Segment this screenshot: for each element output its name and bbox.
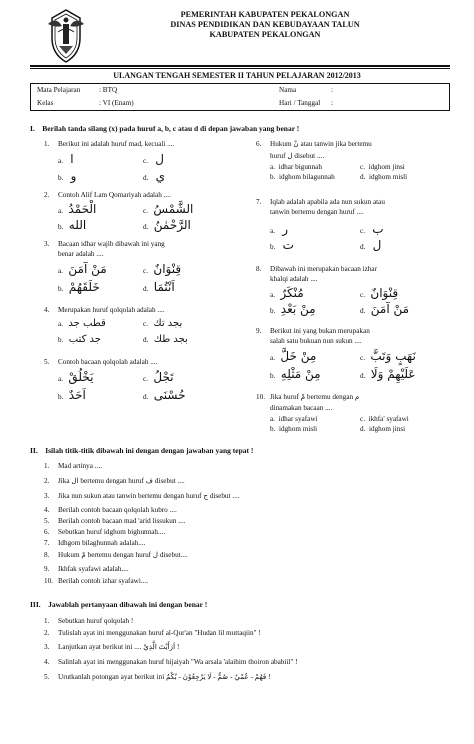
class-label: Kelas <box>37 99 54 107</box>
question-text: Berikut ini adalah huruf mad, kecuali .... <box>58 140 175 148</box>
letterhead-line-3: KABUPATEN PEKALONGAN <box>209 29 321 39</box>
section-1-instruction: Berilah tanda silang (x) pada huruf a, b, c atau d di depan jawaban yang benar ! <box>42 124 300 133</box>
item-text: Mad artinya .... <box>58 462 102 470</box>
question-9 <box>256 327 370 336</box>
question-number: 6. <box>256 140 262 148</box>
fill-item-9: 9. Ikhfak syafawi adalah.... <box>44 565 129 573</box>
option-10a[interactable]: a. idhar syafawi <box>270 415 318 423</box>
fill-item-8: 8. Hukum مْ bertemu dengan huruf ل disebut.... <box>44 551 188 559</box>
option-text: اَحَدٌ <box>68 388 86 402</box>
question-text: Bacaan idhar wajib dibawah ini yang <box>58 240 165 248</box>
regency-emblem-logo <box>44 8 88 64</box>
option-5b[interactable]: b. اَحَدٌ <box>58 388 86 402</box>
letterhead <box>100 10 430 40</box>
section-3-instruction: Jawablah pertanyaan dibawah ini dengan benar ! <box>48 600 208 609</box>
option-5a[interactable]: a. يَخْلُقْ <box>58 370 94 384</box>
question-5 <box>44 358 157 367</box>
item-text: Jika nun sukun atau tanwin bertemu dengan huruf ج disebut .... <box>58 492 240 500</box>
option-6b[interactable]: b. idghom bilagunnah <box>270 173 335 181</box>
fill-item-6: 6. Sebutkan huruf idghom bighunnah.... <box>44 528 166 536</box>
option-text: ل <box>155 152 164 166</box>
subject-label: Mata Pelajaran <box>37 86 81 94</box>
question-text: Dibawah ini merupakan bacaan izhar <box>270 265 377 273</box>
letterhead-line-1: PEMERINTAH KABUPATEN PEKALONGAN <box>180 10 350 19</box>
question-number: 5. <box>44 358 50 366</box>
option-7a[interactable]: a. ر <box>270 222 288 236</box>
option-4a[interactable]: a. قطب جد <box>58 318 106 329</box>
option-text: idghom jinsi <box>368 425 406 433</box>
fill-item-3: 3. Jika nun sukun atau tanwin bertemu dengan huruf ج disebut .... <box>44 492 240 500</box>
item-text: Berilah contoh bacaan qolqolah kubro .... <box>58 506 177 514</box>
item-text: Lanjutkan ayat berikut ini .... اَرَأَيْتَ الَّذِيْ ! <box>58 643 180 651</box>
option-text: مُنْكَرٌ <box>280 286 304 300</box>
question-2 <box>44 191 171 200</box>
header-rule-thin <box>30 68 450 69</box>
option-text: خَلَقَهُمْ <box>68 280 100 294</box>
option-text: بجد تك <box>153 318 183 329</box>
option-text: اَنْتُمَا <box>153 280 175 294</box>
question-number: 3. <box>44 240 50 248</box>
item-text: Hukum مْ bertemu dengan huruf ل disebut.... <box>58 551 188 559</box>
option-text: الْحَمْدُ <box>68 202 97 216</box>
option-2c[interactable]: c. الشَّمْسُ <box>143 202 194 216</box>
section-1-numeral: I. <box>30 124 35 133</box>
option-3b[interactable]: b. خَلَقَهُمْ <box>58 280 100 294</box>
exam-title: ULANGAN TENGAH SEMESTER II TAHUN PELAJARAN 2012/2013 <box>113 71 361 80</box>
option-text: idhar bigunnah <box>278 163 322 171</box>
section-1-heading <box>30 124 299 133</box>
item-text: Berilah contoh bacaan mad 'arid lissukun .... <box>58 517 186 525</box>
question-text: Hukum نْ atau tanwin jika bertemu <box>270 140 372 148</box>
question-number: 10. <box>256 393 265 401</box>
item-text: Idhgom bilaghunnah adalah.... <box>58 539 146 547</box>
option-text: idghom misli <box>278 425 318 433</box>
question-text: Contoh Alif Lam Qomariyah adalah .... <box>58 191 171 199</box>
option-text: قِنْوَانٌ <box>370 286 399 300</box>
question-8-cont: khalqi adalah .... <box>270 275 318 283</box>
option-8c[interactable]: c. قِنْوَانٌ <box>360 286 399 300</box>
section-3-numeral: III. <box>30 600 41 609</box>
option-4b[interactable]: b. جد كتب <box>58 334 101 345</box>
option-3d[interactable]: d. اَنْتُمَا <box>143 280 175 294</box>
question-10-cont: dinamakan bacaan .... <box>270 404 333 412</box>
option-text: عَلَيْهِمْ وَلَا <box>370 367 416 381</box>
item-text: Urutkanlah potongan ayat berikut ini فَهُمْ - عُمْيٌ - صُمٌّ - لَا يَرْجِعُوْنَ - بُكْمٌ ! <box>58 673 271 681</box>
date-label: Hari / Tanggal <box>279 99 321 107</box>
question-7-cont: tanwin bertemu dengan huruf .... <box>270 208 364 216</box>
question-number: 8. <box>256 265 262 273</box>
option-text: قِنْوَانٌ <box>153 262 182 276</box>
option-1b[interactable]: b. و <box>58 169 77 183</box>
name-label: Nama <box>279 86 297 94</box>
question-6-cont: huruf ل disebut .... <box>270 152 325 160</box>
question-number: 4. <box>44 306 50 314</box>
option-text: ل <box>372 238 382 252</box>
option-text: و <box>70 169 77 183</box>
option-4c[interactable]: c. بجد تك <box>143 318 183 329</box>
option-7b[interactable]: b. ت <box>270 238 294 252</box>
option-9c[interactable]: c. نَهَبٍ وَتَبَّ <box>360 349 416 363</box>
question-8 <box>256 265 377 274</box>
item-text: Berilah contoh izhar syafawi.... <box>58 577 149 585</box>
option-text: نَهَبٍ وَتَبَّ <box>370 349 416 363</box>
section-2-numeral: II. <box>30 446 38 455</box>
essay-item-1: 1. Sebutkan huruf qolqolah ! <box>44 617 134 625</box>
question-1 <box>44 140 174 149</box>
option-4d[interactable]: d. بجد طك <box>143 334 188 345</box>
option-text: مِنْ خَلَّ <box>280 349 317 363</box>
question-4 <box>44 306 165 315</box>
class-value: : VI (Enam) <box>99 99 134 107</box>
question-number: 7. <box>256 198 262 206</box>
option-text: مَنْ آمَنَ <box>68 262 107 276</box>
option-10c[interactable]: c. ikhfa' syafawi <box>360 415 409 423</box>
item-text: Jika ال bertemu dengan huruf ف disebut .... <box>58 477 185 485</box>
fill-item-2: 2. Jika ال bertemu dengan huruf ف disebut .... <box>44 477 185 485</box>
option-7d[interactable]: d. ل <box>360 238 382 252</box>
question-6 <box>256 140 372 149</box>
option-6a[interactable]: a. idhar bigunnah <box>270 163 322 171</box>
option-text: مِنْ بَعْدِ <box>280 302 316 316</box>
option-text: ب <box>372 222 384 236</box>
fill-item-7: 7. Idhgom bilaghunnah adalah.... <box>44 539 146 547</box>
essay-item-3: 3. Lanjutkan ayat berikut ini .... اَرَأَيْتَ الَّذِيْ ! <box>44 643 180 651</box>
option-1a[interactable]: a. ا <box>58 152 74 166</box>
option-5d[interactable]: d. حُسْنَى <box>143 388 186 402</box>
option-9b[interactable]: b. مِنْ مَثْلِهِ <box>270 367 321 381</box>
question-number: 1. <box>44 140 50 148</box>
question-7 <box>256 198 385 207</box>
subject-value: : BTQ <box>99 86 118 94</box>
student-info-box <box>30 83 450 111</box>
option-text: ي <box>155 169 165 183</box>
option-text: قطب جد <box>68 318 106 329</box>
option-text: ر <box>282 222 288 236</box>
option-8b[interactable]: b. مِنْ بَعْدِ <box>270 302 316 316</box>
option-text: idhar syafawi <box>278 415 318 423</box>
option-10d[interactable]: d. idghom jinsi <box>360 425 406 433</box>
option-1d[interactable]: d. ي <box>143 169 165 183</box>
letterhead-line-2: DINAS PENDIDIKAN DAN KEBUDAYAAN TALUN <box>170 19 360 29</box>
item-text: Ikhfak syafawi adalah.... <box>58 565 129 573</box>
option-9a[interactable]: a. مِنْ خَلَّ <box>270 349 317 363</box>
section-2-heading <box>30 446 253 455</box>
option-text: idghom jinsi <box>368 163 405 171</box>
item-text: Tulislah ayat ini menggunakan huruf al-Qur'an "Hudan lil muttaqiin" ! <box>58 629 261 637</box>
option-text: الشَّمْسُ <box>153 202 194 216</box>
option-text: ikhfa' syafawi <box>368 415 409 423</box>
option-text: الله <box>68 218 87 232</box>
section-3-heading <box>30 600 207 609</box>
option-3a[interactable]: a. مَنْ آمَنَ <box>58 262 107 276</box>
option-3c[interactable]: c. قِنْوَانٌ <box>143 262 182 276</box>
essay-item-5: 5. Urutkanlah potongan ayat berikut ini فَهُمْ - عُمْيٌ - صُمٌّ - لَا يَرْجِعُوْنَ - بُكْمٌ ! <box>44 673 271 681</box>
name-value: : <box>331 86 333 94</box>
question-text: Iqlab adalah apabila ada nun sukun atau <box>270 198 385 206</box>
question-10 <box>256 393 359 402</box>
option-text: ت <box>282 238 294 252</box>
option-text: مِنْ مَثْلِهِ <box>280 367 321 381</box>
question-3-cont: benar adalah .... <box>58 250 104 258</box>
question-number: 2. <box>44 191 50 199</box>
option-8d[interactable]: d. مَنْ آمَنَ <box>360 302 410 316</box>
option-2a[interactable]: a. الْحَمْدُ <box>58 202 97 216</box>
option-text: ا <box>70 152 74 166</box>
option-2b[interactable]: b. الله <box>58 218 87 232</box>
item-text: Sebutkan huruf qolqolah ! <box>58 617 134 625</box>
question-text: Jika huruf مْ bertemu dengan م <box>270 393 360 401</box>
option-6d[interactable]: d. idghom misli <box>360 173 408 181</box>
option-text: الرَّحْمٰنُ <box>153 218 191 232</box>
question-number: 9. <box>256 327 262 335</box>
option-7c[interactable]: c. ب <box>360 222 384 236</box>
essay-item-4: 4. Salinlah ayat ini menggunakan huruf hijaiyah "Wa arsala 'alaihim thoiron ababiil" ! <box>44 658 298 666</box>
date-value: : <box>331 99 333 107</box>
question-text: Contoh bacaan qolqolah adalah .... <box>58 358 158 366</box>
question-9-cont: salah satu bukuan nun sukun .... <box>270 337 362 345</box>
option-2d[interactable]: d. الرَّحْمٰنُ <box>143 218 191 232</box>
option-text: تَجْلُ <box>153 370 174 384</box>
option-8a[interactable]: a. مُنْكَرٌ <box>270 286 304 300</box>
item-text: Sebutkan huruf idghom bighunnah.... <box>58 528 166 536</box>
item-text: Salinlah ayat ini menggunakan huruf hijaiyah "Wa arsala 'alaihim thoiron ababiil" ! <box>58 658 298 666</box>
option-6c[interactable]: c. idghom jinsi <box>360 163 405 171</box>
option-9d[interactable]: d. عَلَيْهِمْ وَلَا <box>360 367 416 381</box>
fill-item-5: 5. Berilah contoh bacaan mad 'arid lissukun .... <box>44 517 186 525</box>
option-text: جد كتب <box>68 334 101 345</box>
question-text: Berikut ini yang bukan merupakan <box>270 327 370 335</box>
option-text: idghom misli <box>368 173 408 181</box>
section-2-instruction: Isilah titik-titik dibawah ini dengan dengan jawaban yang tepat ! <box>45 446 254 455</box>
option-1c[interactable]: c. ل <box>143 152 164 166</box>
fill-item-1: 1. Mad artinya .... <box>44 462 102 470</box>
question-3 <box>44 240 165 249</box>
option-10b[interactable]: b. idghom misli <box>270 425 318 433</box>
essay-item-2: 2. Tulislah ayat ini menggunakan huruf al-Qur'an "Hudan lil muttaqiin" ! <box>44 629 261 637</box>
fill-item-10: 10. Berilah contoh izhar syafawi.... <box>44 577 149 585</box>
fill-item-4: 4. Berilah contoh bacaan qolqolah kubro .... <box>44 506 177 514</box>
option-text: يَخْلُقْ <box>68 370 94 384</box>
option-text: idghom bilagunnah <box>278 173 335 181</box>
option-text: بجد طك <box>153 334 188 345</box>
option-text: حُسْنَى <box>153 388 186 402</box>
option-text: مَنْ آمَنَ <box>370 302 410 316</box>
question-text: Merupakan huruf qolqolah adalah .... <box>58 306 165 314</box>
header-rule <box>30 65 450 67</box>
option-5c[interactable]: c. تَجْلُ <box>143 370 174 384</box>
